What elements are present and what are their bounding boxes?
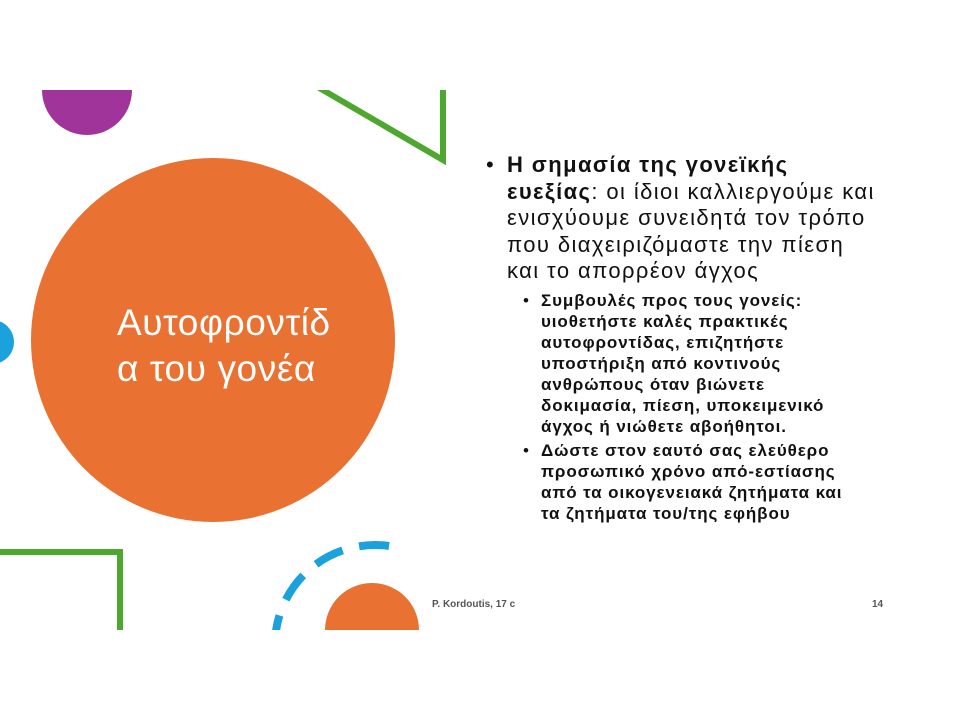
sub-bullet-line: δοκιμασία, πίεση, υποκειμενικό bbox=[541, 396, 825, 415]
slide-number: 14 bbox=[872, 599, 884, 610]
orange-small-circle-decoration bbox=[325, 583, 419, 630]
sub-bullet-1-text bbox=[541, 290, 824, 437]
main-bullet-line: και το απορρέον άγχος bbox=[507, 258, 760, 283]
sub-bullet-line: Συμβουλές προς τους γονείς: bbox=[541, 291, 803, 310]
sub-bullet-line: υιοθετήστε καλές πρακτικές bbox=[541, 312, 789, 331]
main-bullet-line-2-rest: : οι ίδιοι καλλιεργούμε και bbox=[591, 178, 875, 204]
sub-bullet-line: προσωπικό χρόνο από-εστίασης bbox=[541, 462, 836, 481]
sub-bullet-icon: • bbox=[523, 441, 529, 460]
footer-author: P. Kordoutis, 17 c bbox=[432, 599, 516, 610]
main-bullet-line-2 bbox=[507, 179, 875, 206]
sub-bullet-line: ανθρώπους όταν βιώνετε bbox=[541, 375, 765, 394]
slide-title-line-2: α του γονέα bbox=[117, 348, 316, 389]
bullet-icon: • bbox=[486, 152, 494, 177]
slide-title bbox=[117, 300, 331, 392]
main-bullet-heading-line-2: ευεξίας bbox=[507, 178, 592, 204]
blue-edge-circle-decoration bbox=[0, 320, 14, 364]
sub-bullet-line: από τα οικογενειακά ζητήματα και bbox=[541, 483, 843, 502]
green-corner-decoration bbox=[0, 552, 120, 630]
green-chevron-decoration bbox=[316, 90, 443, 160]
sub-bullet-line: τα ζητήματα του/της εφήβου bbox=[541, 504, 791, 523]
main-bullet-line: ενισχύουμε συνειδητά τον τρόπο bbox=[507, 205, 866, 230]
sub-bullet-2-text bbox=[541, 440, 842, 524]
sub-bullet-icon: • bbox=[523, 291, 529, 310]
slide bbox=[0, 90, 960, 630]
sub-bullet-line: άγχος ή νιώθετε αβοήθητοι. bbox=[541, 417, 787, 436]
sub-bullet-line: Δώστε στον εαυτό σας ελεύθερο bbox=[541, 441, 830, 460]
sub-bullet-line: υποστήριξη από κοντινούς bbox=[541, 354, 782, 373]
slide-title-line-1: Αυτοφροντίδ bbox=[117, 302, 331, 343]
purple-half-circle-decoration bbox=[42, 90, 132, 135]
main-bullet-heading-line-1: Η σημασία της γονεϊκής bbox=[507, 152, 789, 177]
main-bullet-line: που διαχειριζόμαστε την πίεση bbox=[507, 231, 845, 257]
sub-bullet-line: αυτοφροντίδας, επιζητήστε bbox=[541, 333, 785, 352]
main-bullet-text bbox=[507, 152, 875, 285]
